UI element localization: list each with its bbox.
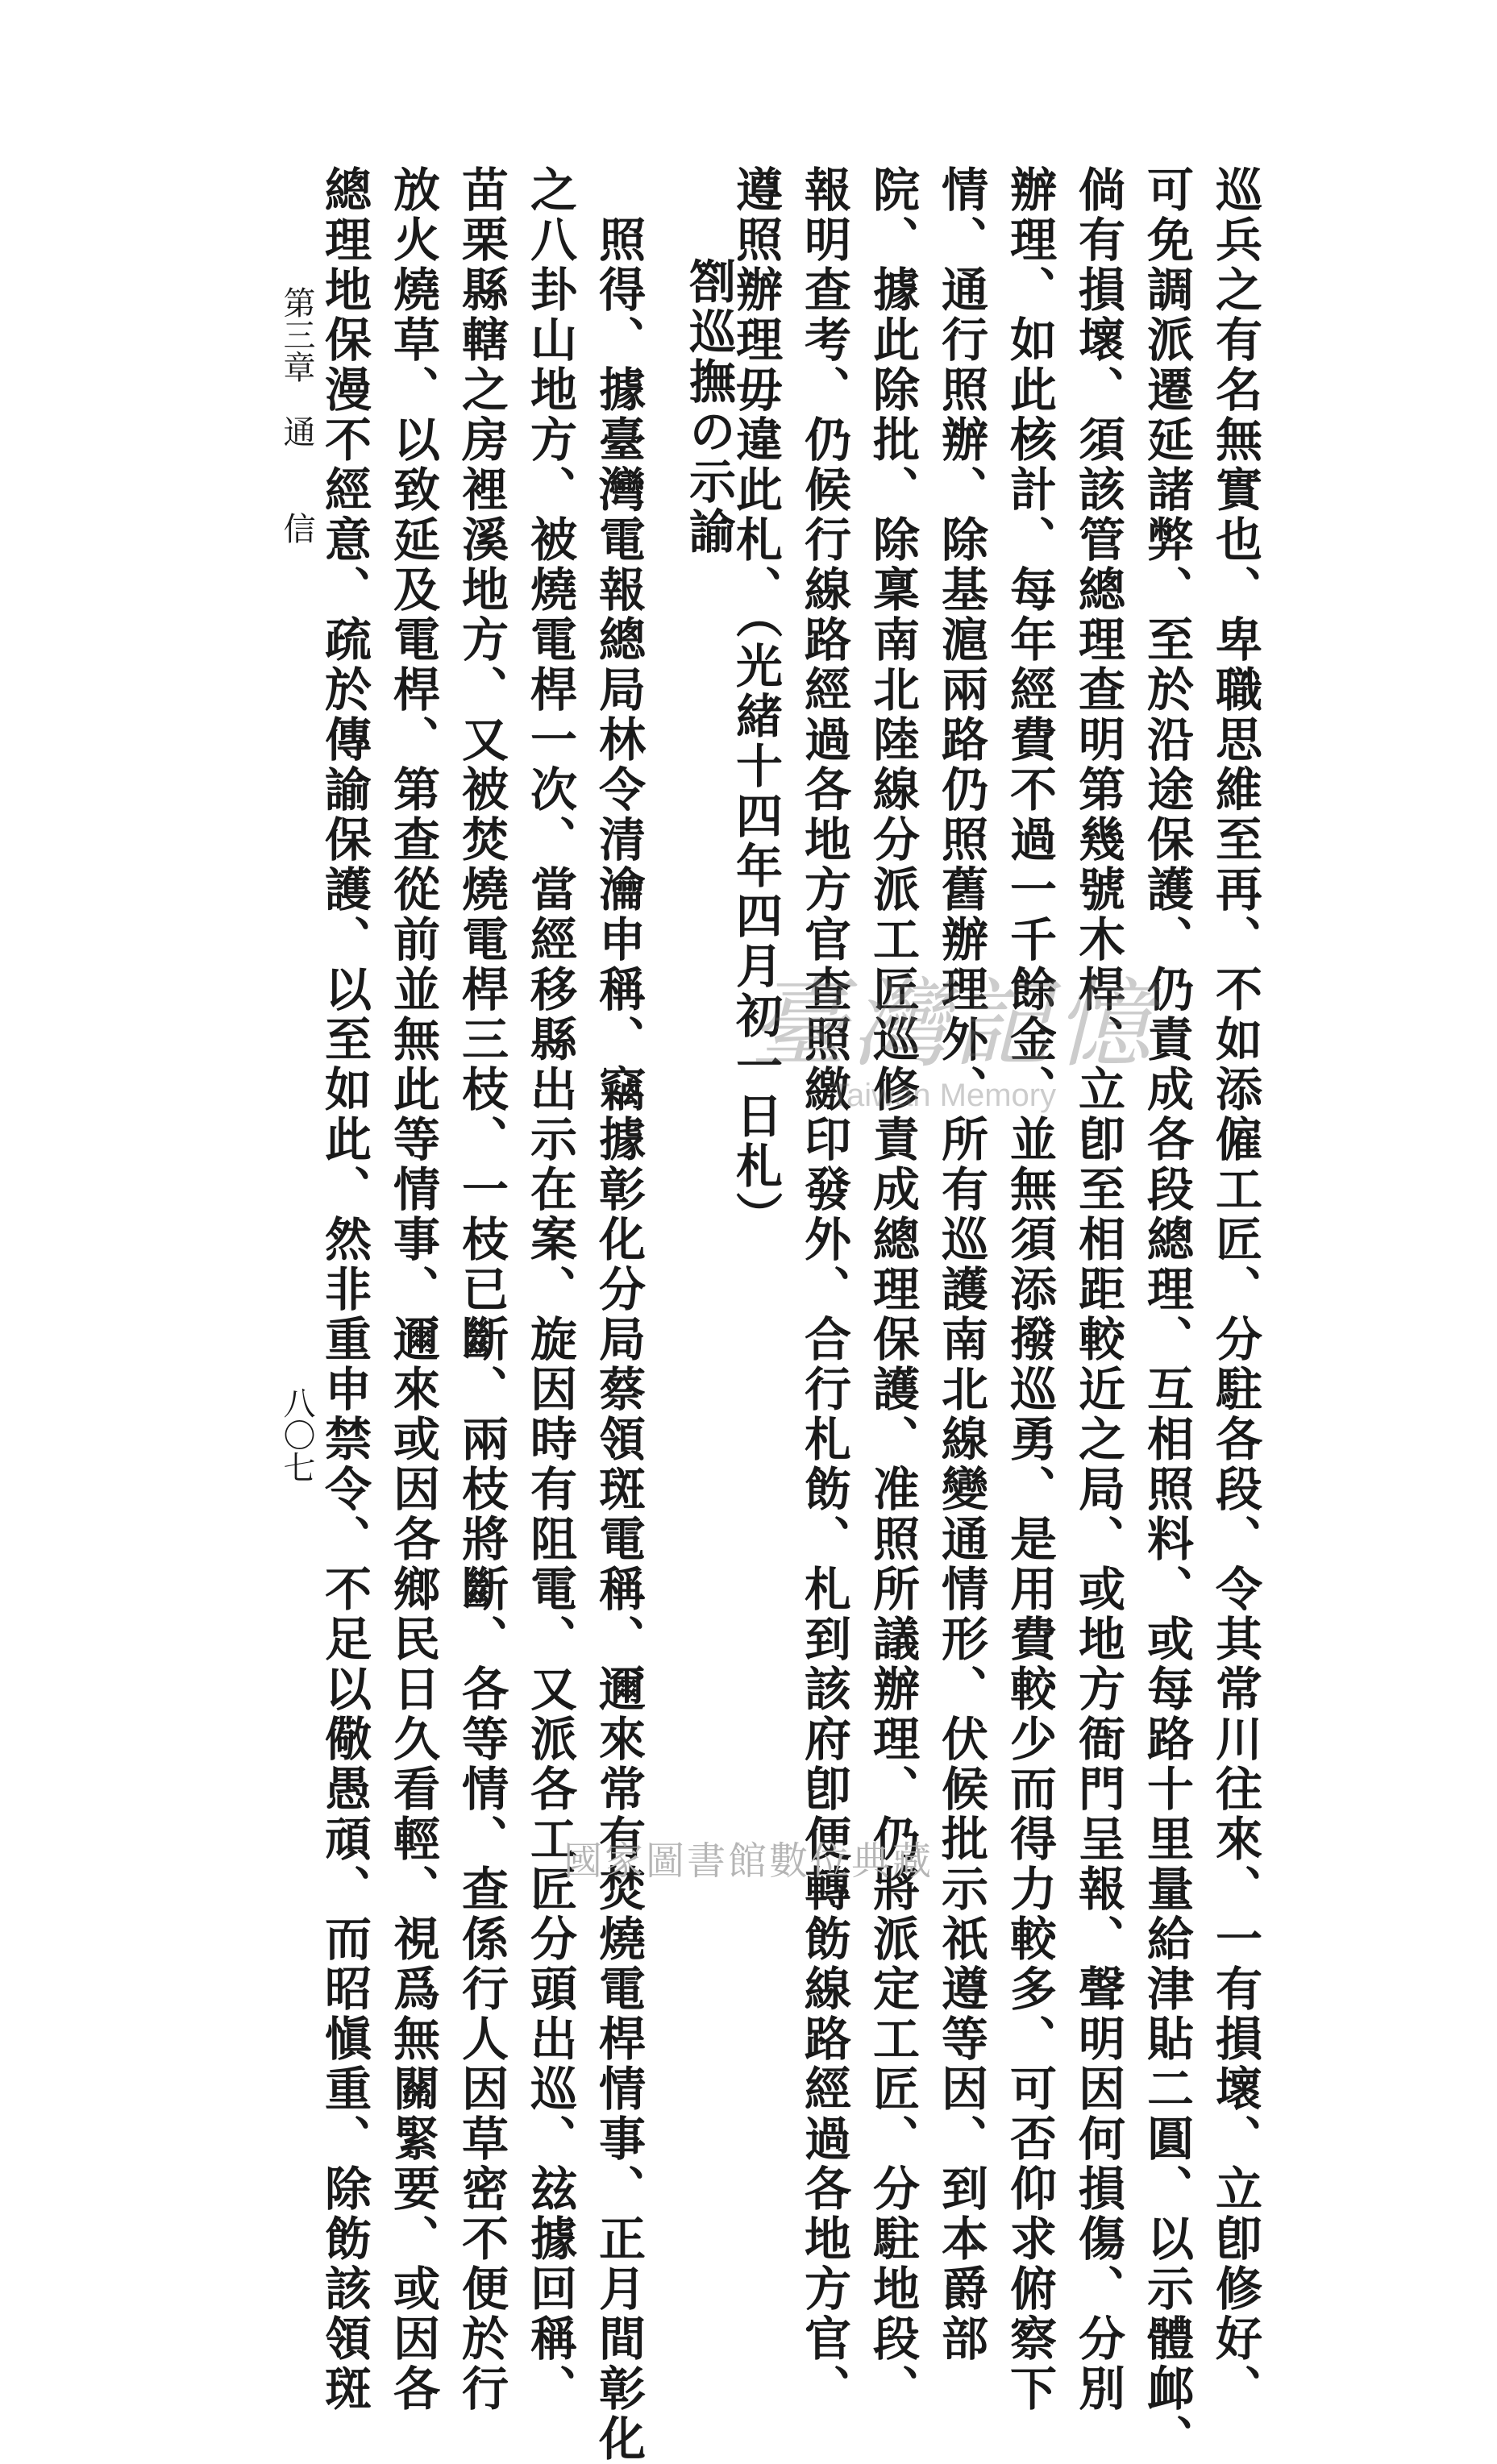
text-column-6: 院、據此除批、除稟南北陸線分派工匠巡修責成總理保護、准照所議辦理、仍將派定工匠、分駐地段、 xyxy=(865,165,920,2414)
watermark-chinese: 臺灣記憶 xyxy=(750,969,1156,1081)
page-number: 八〇七 xyxy=(278,1386,315,1483)
text-column-7: 報明查考、仍候行線路經過各地方官查照繳印發外、合行札飭、札到該府卽便轉飭線路經過各地方官、 xyxy=(796,165,851,2414)
text-column-5: 情、通行照辦、除基滬兩路仍照舊辦理外、所有巡護南北線變通情形、伏候批示祇遵等因、到本爵部 xyxy=(934,165,988,2364)
taiwan-memory-watermark xyxy=(750,947,1169,1113)
text-column-14: 放火燒草、以致延及電桿、第查從前並無此等情事、邇來或因各鄉民日久看輕、視爲無關緊要、或因各 xyxy=(385,165,440,2414)
library-footer: 國家圖書館數位典藏 xyxy=(563,1839,934,1884)
text-column-3: 倘有損壞、須該管總理查明第幾號木桿、立卽至相距較近之局、或地方衙門呈報、聲明因何損傷、分別 xyxy=(1071,165,1125,2414)
text-column-11: 照得、據臺灣電報總局林令清瀹申稱、竊據彰化分局蔡領斑電稱、邇來常有焚燒電桿情事、正月間彰化 xyxy=(591,165,646,2464)
text-column-15: 總理地保漫不經意、疏於傳諭保護、以至如此、然非重申禁令、不足以儆愚頑、而昭愼重、除飭該領斑 xyxy=(317,165,372,2414)
watermark-english: Taiwan Memory xyxy=(830,1078,1057,1113)
running-head: 第三章 通 信 xyxy=(278,286,315,544)
section-heading: 劄巡撫の示諭 xyxy=(681,157,736,557)
text-column-1: 巡兵之有名無實也、卑職思維至再、不如添僱工匠、分駐各段、令其常川往來、一有損壞、立卽修好、 xyxy=(1208,165,1262,2414)
text-column-4: 辦理、如此核計、每年經費不過一千餘金、並無須添撥巡勇、是用費較少而得力較多、可否仰求俯察下 xyxy=(1002,165,1057,2414)
text-column-12: 之八卦山地方、被燒電桿一次、當經移縣出示在案、旋因時有阻電、又派各工匠分頭出巡、玆據回稱、 xyxy=(522,165,577,2414)
text-column-13: 苗栗縣轄之房裡溪地方、又被焚燒電桿三枝、一枝已斷、兩枝將斷、各等情、查係行人因草密不便於行 xyxy=(454,165,509,2414)
text-column-2: 可免調派遷延諸弊、至於沿途保護、仍責成各段總理、互相照料、或每路十里量給津貼二圓、以示體䘏、 xyxy=(1139,165,1194,2464)
text-column-8: 遵照辦理毋違此札、（光緒十四年四月初一日札） xyxy=(728,165,783,1241)
